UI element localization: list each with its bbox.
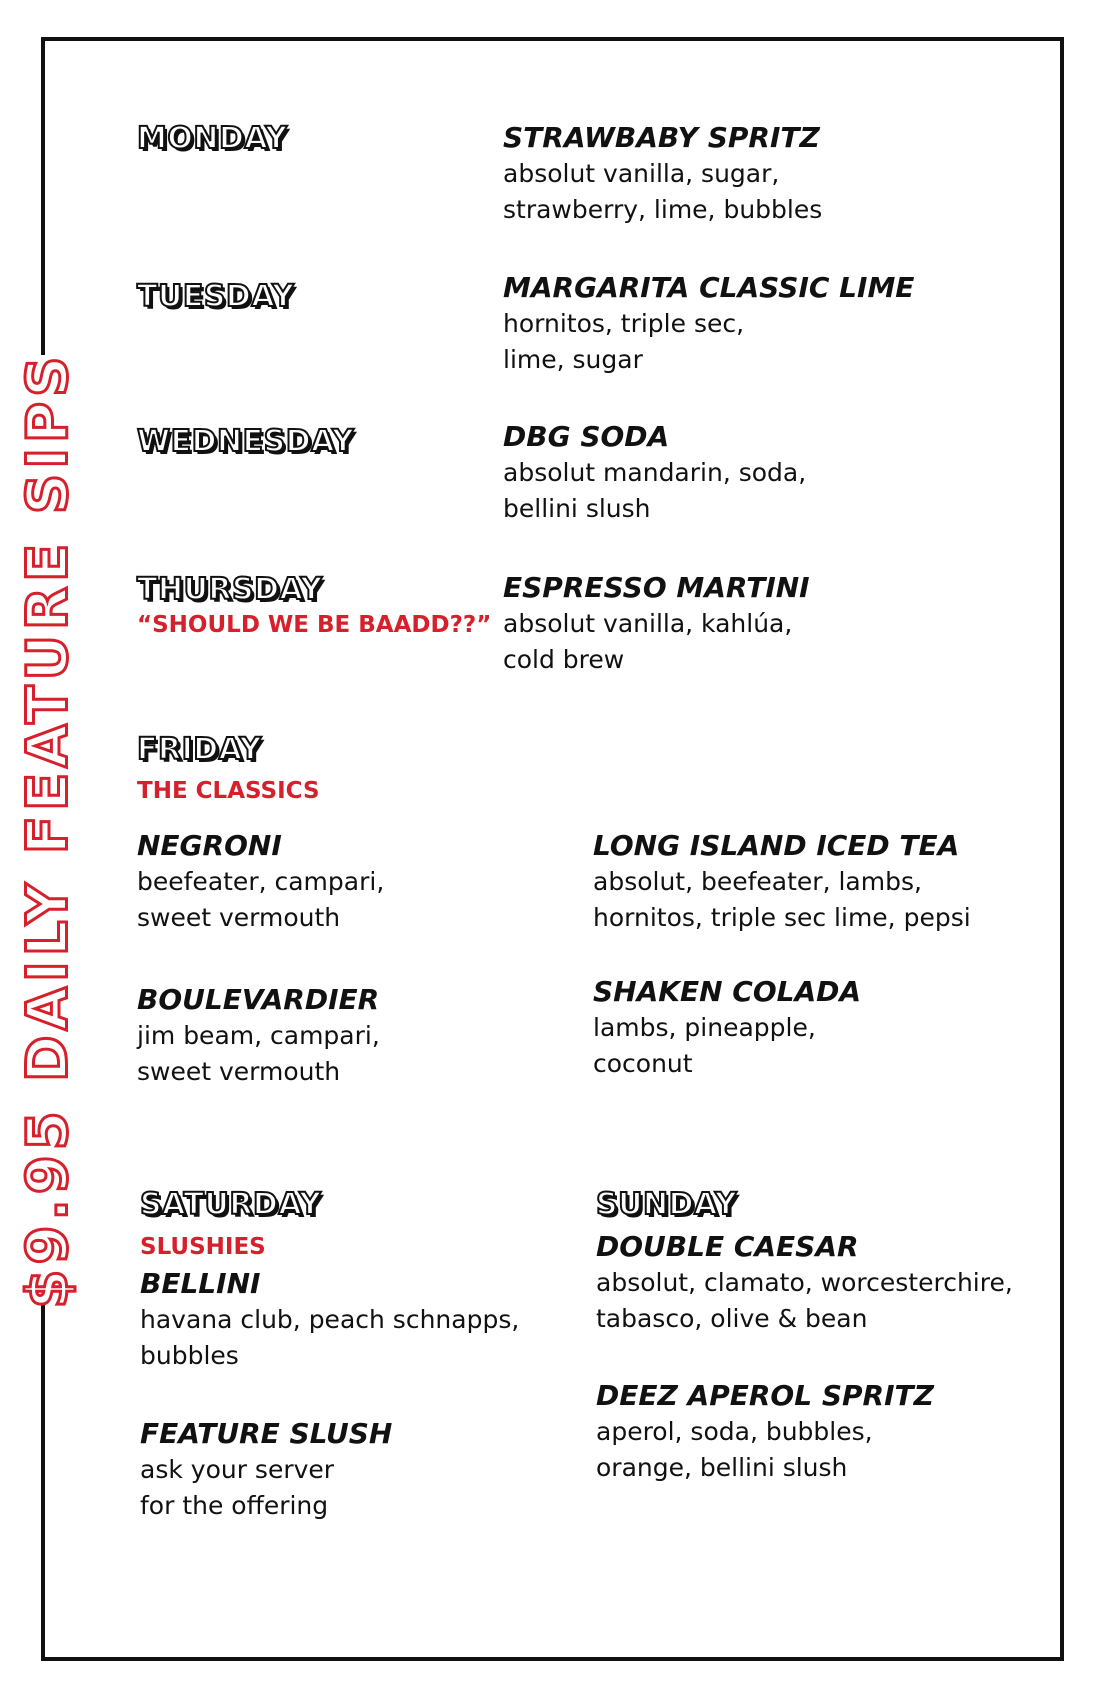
drink-feature-slush	[140, 1416, 580, 1524]
drink-name: NEGRONI	[137, 829, 282, 862]
side-title: $9.95 DAILY FEATURE SIPS	[15, 351, 81, 1309]
drink-description: aperol, soda, bubbles, orange, bellini slush	[596, 1417, 873, 1482]
drink-shaken-colada	[593, 974, 1033, 1082]
drink-long-island-iced-tea	[593, 828, 1033, 936]
day-saturday: SATURDAY	[140, 1187, 322, 1222]
drink-bellini	[140, 1266, 580, 1374]
drink-double-caesar	[596, 1229, 1066, 1337]
drink-deez-aperol-spritz	[596, 1378, 1066, 1486]
drink-description: jim beam, campari, sweet vermouth	[137, 1021, 380, 1086]
drink-name: DEEZ APEROL SPRITZ	[596, 1379, 934, 1412]
friday-tagline: THE CLASSICS	[137, 778, 320, 804]
drink-description: ask your server for the offering	[140, 1455, 335, 1520]
drink-description: absolut vanilla, kahlúa, cold brew	[503, 609, 793, 674]
drink-description: havana club, peach schnapps, bubbles	[140, 1305, 520, 1370]
thursday-tagline: “SHOULD WE BE BAADD??”	[137, 612, 492, 638]
day-wednesday: WEDNESDAY	[137, 424, 355, 459]
drink-name: DOUBLE CAESAR	[596, 1230, 859, 1263]
drink-description: lambs, pineapple, coconut	[593, 1013, 816, 1078]
drink-description: hornitos, triple sec, lime, sugar	[503, 309, 745, 374]
day-monday: MONDAY	[137, 121, 288, 156]
drink-name: LONG ISLAND ICED TEA	[593, 829, 960, 862]
drink-name: ESPRESSO MARTINI	[503, 571, 810, 604]
drink-wednesday	[503, 419, 943, 527]
drink-name: SHAKEN COLADA	[593, 975, 862, 1008]
drink-description: absolut, beefeater, lambs, hornitos, triple sec lime, pepsi	[593, 867, 971, 932]
drink-description: absolut, clamato, worcesterchire, tabasco, olive & bean	[596, 1268, 1013, 1333]
drink-monday	[503, 120, 943, 228]
day-sunday: SUNDAY	[596, 1187, 738, 1222]
drink-name: FEATURE SLUSH	[140, 1417, 393, 1450]
drink-negroni	[137, 828, 577, 936]
drink-description: beefeater, campari, sweet vermouth	[137, 867, 385, 932]
drink-name: DBG SODA	[503, 420, 670, 453]
drink-name: BOULEVARDIER	[137, 983, 380, 1016]
drink-description: absolut mandarin, soda, bellini slush	[503, 458, 807, 523]
day-friday: FRIDAY	[137, 732, 262, 767]
drink-tuesday	[503, 270, 943, 378]
drink-name: MARGARITA CLASSIC LIME	[503, 271, 915, 304]
drink-boulevardier	[137, 982, 577, 1090]
drink-description: absolut vanilla, sugar, strawberry, lime, bubbles	[503, 159, 823, 224]
drink-thursday	[503, 570, 943, 678]
drink-name: STRAWBABY SPRITZ	[503, 121, 820, 154]
day-tuesday: TUESDAY	[137, 279, 295, 314]
saturday-tagline: SLUSHIES	[140, 1234, 266, 1260]
drink-name: BELLINI	[140, 1267, 261, 1300]
day-thursday: THURSDAY	[137, 572, 323, 607]
